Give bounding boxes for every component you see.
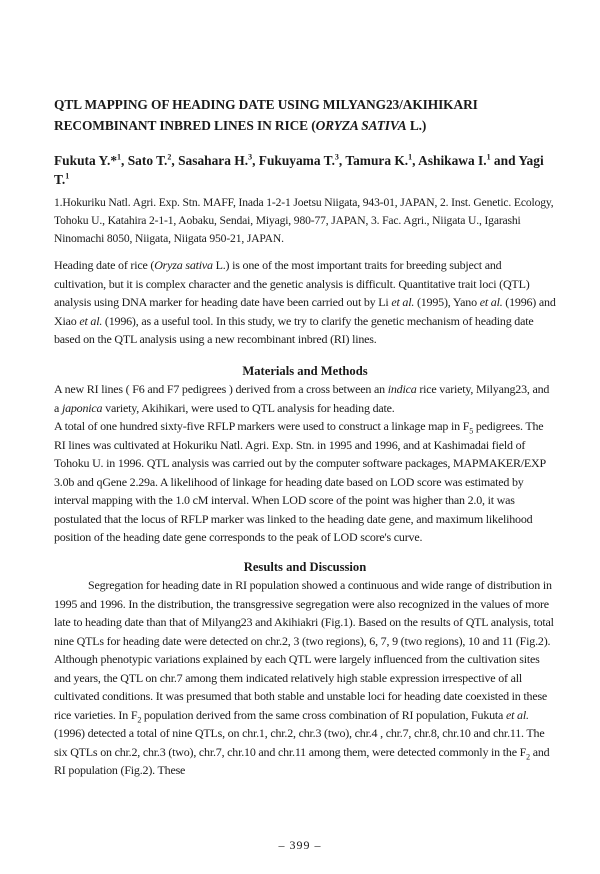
author-name: Yagi T. xyxy=(54,153,544,187)
author-list xyxy=(54,151,554,189)
page-number: – 399 – xyxy=(278,838,322,852)
title-line2-b: L.) xyxy=(406,118,427,133)
author-separator: and xyxy=(490,153,519,168)
author-affil-mark: 1 xyxy=(408,152,413,162)
author-name: Tamura K. xyxy=(345,153,409,168)
author-affil-mark: 3 xyxy=(248,152,253,162)
methods-text: pedigrees. The RI lines was cultivated at Hokuriku Natl. Agri. Exp. Stn. in 1995 and 1996, and at Kashimadai field of Tohoku U. in 1996. QTL analysis was carried out by the computer software packages, MAPMAKER/EXP 3.0b and qGene 2.29a. A likelihood of linkage for heading date based on LOD score was estimated by interval mapping with the 1.0 cM interval. When LOD score of the point was higher than 2.0, it was postulated that the locus of RFLP marker was linked to the heading date gene, and maximum likelihood position of the heading date gene corresponds to the peak of LOD score's curve. xyxy=(54,419,546,544)
results-heading: Results and Discussion xyxy=(243,560,367,574)
author-name: Fukuta Y.* xyxy=(54,153,118,168)
paper-title xyxy=(54,94,554,136)
author-affil-mark: 3 xyxy=(334,152,339,162)
intro-text: (1996), as a useful tool. In this study, we try to clarify the genetic mechanism of heading date based on the QTL analysis using a new recombinant inbred (RI) lines. xyxy=(54,313,534,346)
author-separator: , xyxy=(252,153,259,168)
results-text: and RI population (Fig.2). These xyxy=(54,744,550,777)
author-name: Ashikawa I. xyxy=(418,153,487,168)
author-affil-mark: 1 xyxy=(117,152,122,162)
methods-paragraph-2 xyxy=(54,417,556,547)
author-separator: , xyxy=(412,153,419,168)
results-subscript: 2 xyxy=(137,714,142,724)
methods-text: variety, Akihikari, were used to QTL analysis for heading date. xyxy=(102,400,395,415)
author-name: Sato T. xyxy=(127,153,168,168)
title-line2-a: RECOMBINANT INBRED LINES IN RICE ( xyxy=(54,118,316,133)
results-text: Segregation for heading date in RI population showed a continuous and wide range of distribution in 1995 and 1996. In the distribution, the transgressive segregation were also recognized in the values of more late to heading date than that of Milyang23 and Akihiakri (Fig.1). Based on the results of QTL analysis, total nine QTLs for heading date were detected on chr.2, 3 (two regions), 6, 7, 9 (two regions), 10 and 11 (Fig.2). Although phenotypic variations explained by each QTL were largely influenced from the cultivation sites and years, the QTL on chr.7 among them indicated relatively high stable expression irrespective of all cultivated conditions. It was presumed that both stable and unstable loci for heading date coexisted in these rice varieties. In F xyxy=(54,578,554,722)
intro-paragraph xyxy=(54,256,556,349)
intro-species: Oryza sativa xyxy=(154,258,213,272)
methods-paragraph-1 xyxy=(54,380,556,417)
intro-etal: et al. xyxy=(391,295,415,309)
author-name: Fukuyama T. xyxy=(258,153,335,168)
intro-text: L.) is one of the most important traits for breeding subject and cultivation, but it is complex character and the genetic analysis is difficult. Quantitative trait loci (QTL) analysis using DNA marker for heading date have been carried out by Li xyxy=(54,258,530,309)
intro-text: (1995), Yano xyxy=(414,295,480,309)
title-line1: QTL MAPPING OF HEADING DATE USING MILYANG23/AKIHIKARI xyxy=(54,97,478,112)
methods-heading: Materials and Methods xyxy=(242,364,368,378)
author-affil-mark: 1 xyxy=(65,171,70,181)
author-affil-mark: 1 xyxy=(486,152,491,162)
title-species: ORYZA SATIVA xyxy=(315,118,407,133)
intro-etal: et al. xyxy=(479,295,503,309)
author-affil-mark: 2 xyxy=(167,152,172,162)
intro-text: (1996) and Xiao xyxy=(54,295,556,328)
affiliations: 1.Hokuriku Natl. Agri. Exp. Stn. MAFF, Inada 1-2-1 Joetsu Niigata, 943-01, JAPAN, 2. Inst. Genetic. Ecology, Tohoku U., Katahira 2-1-1, Aobaku, Sendai, Miyagi, 980-77, JAPAN, 3. Fac. Agri., Niigata U., Igarashi Ninomachi 8050, Niigata, Niigata 950-21, JAPAN. xyxy=(54,196,554,245)
results-text: population derived from the same cross combination of RI population, Fukuta xyxy=(141,707,506,722)
methods-text: A total of one hundred sixty-five RFLP markers were used to construct a linkage map in F xyxy=(54,419,470,433)
author-separator: , xyxy=(121,153,128,168)
results-etal: et al. xyxy=(506,707,529,722)
author-separator: , xyxy=(338,153,346,168)
results-subscript: 2 xyxy=(526,751,530,761)
methods-italic: japonica xyxy=(61,400,103,415)
author-name: Sasahara H. xyxy=(178,153,249,168)
results-paragraph xyxy=(54,576,556,780)
methods-text: rice variety, Milyang23, and a xyxy=(54,382,550,415)
intro-text: Heading date of rice ( xyxy=(54,258,155,272)
methods-text: A new RI lines ( F6 and F7 pedigrees ) derived from a cross between an xyxy=(54,382,388,396)
results-text: (1996) detected a total of nine QTLs, on chr.1, chr.2, chr.3 (two), chr.4 , chr.7, chr.8, chr.10 and chr.11. The six QTLs on chr.2, chr.3 (two), chr.7, chr.10 and chr.11 among them, were detected commonly in the F xyxy=(54,726,545,759)
author-separator: , xyxy=(171,153,179,168)
intro-etal: et al. xyxy=(79,313,103,328)
methods-subscript: 5 xyxy=(469,426,474,436)
methods-italic: indica xyxy=(387,382,417,396)
